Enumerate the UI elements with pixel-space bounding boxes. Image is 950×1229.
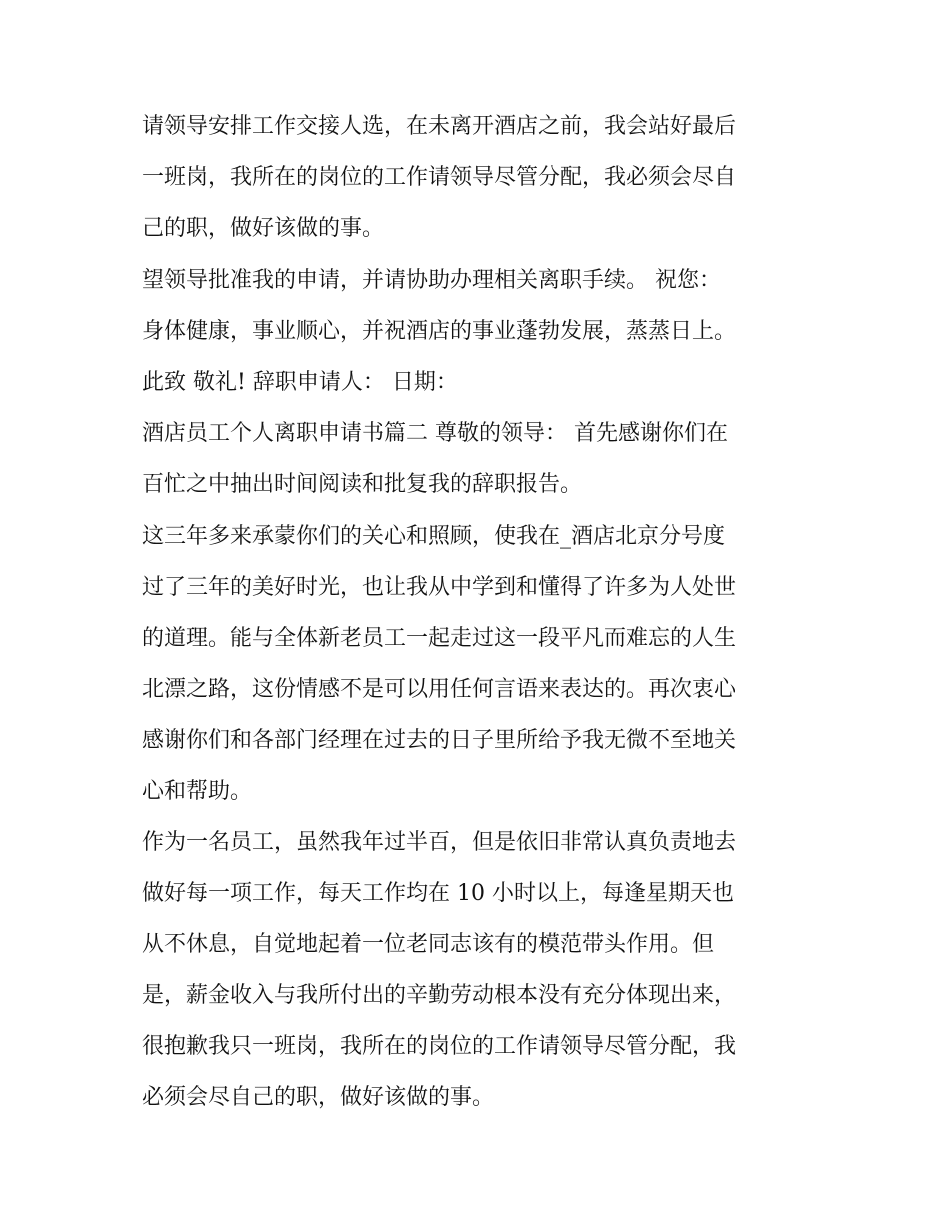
text-line: 身体健康，事业顺心，并祝酒店的事业蓬勃发展，蒸蒸日上。	[142, 319, 737, 344]
text-line: 感谢你们和各部门经理在过去的日子里所给予我无微不至地关	[142, 728, 737, 753]
text-line: 作为一名员工，虽然我年过半百，但是依旧非常认真负责地去	[142, 830, 737, 855]
text-line: 的道理。能与全体新老员工一起走过这一段平凡而难忘的人生	[142, 626, 737, 651]
text-line: 做好每一项工作，每天工作均在 10 小时以上，每逢星期天也	[142, 881, 734, 906]
text-line: 酒店员工个人离职申请书篇二 尊敬的领导： 首先感谢你们在	[142, 421, 728, 446]
text-line: 这三年多来承蒙你们的关心和照顾，使我在_酒店北京分号度	[142, 524, 726, 549]
text-line: 北漂之路，这份情感不是可以用任何言语来表达的。再次衷心	[142, 677, 737, 702]
text-line: 从不休息，自觉地起着一位老同志该有的模范带头作用。但	[142, 932, 715, 957]
text-line: 是，薪金收入与我所付出的辛勤劳动根本没有充分体现出来，	[142, 983, 737, 1008]
text-line: 心和帮助。	[142, 779, 253, 804]
text-line: 很抱歉我只一班岗，我所在的岗位的工作请领导尽管分配，我	[142, 1034, 737, 1059]
text-line: 一班岗，我所在的岗位的工作请领导尽管分配，我必须会尽自	[142, 165, 737, 190]
text-line: 望领导批准我的申请，并请协助办理相关离职手续。 祝您：	[142, 268, 721, 293]
text-line: 此致 敬礼! 辞职申请人： 日期：	[142, 370, 458, 395]
text-line: 请领导安排工作交接人选，在未离开酒店之前，我会站好最后	[142, 114, 737, 139]
text-line: 过了三年的美好时光，也让我从中学到和懂得了许多为人处世	[142, 575, 737, 600]
text-line: 己的职，做好该做的事。	[142, 216, 385, 241]
text-line: 百忙之中抽出时间阅读和批复我的辞职报告。	[142, 472, 583, 497]
text-line: 必须会尽自己的职，做好该做的事。	[142, 1085, 495, 1110]
